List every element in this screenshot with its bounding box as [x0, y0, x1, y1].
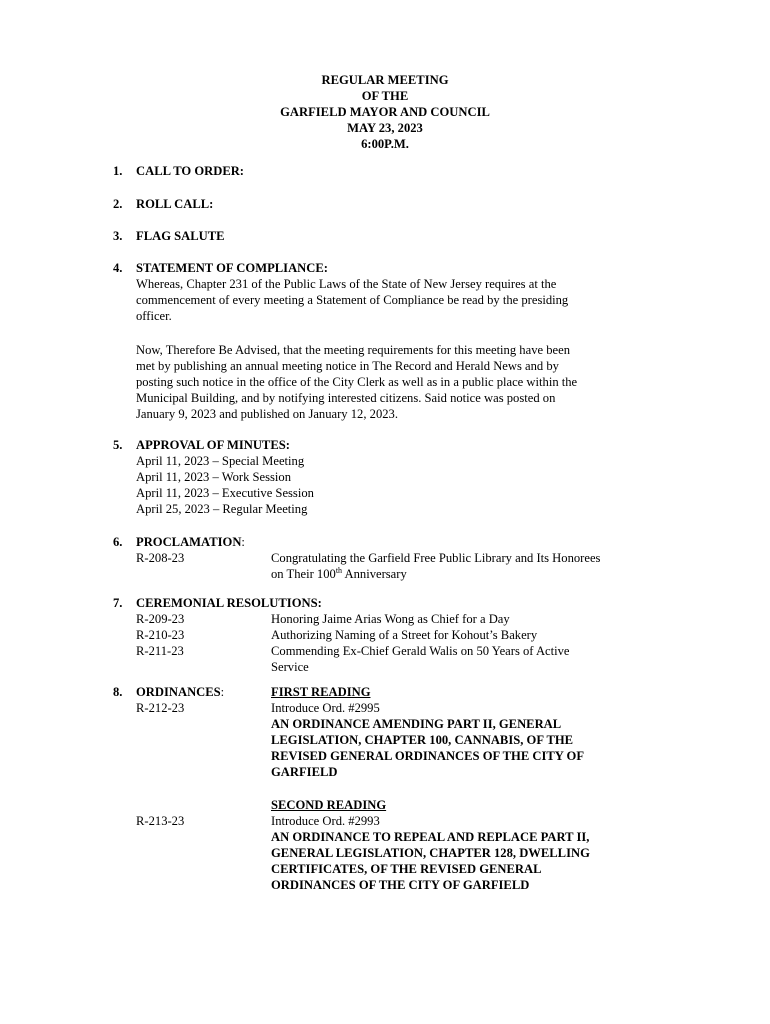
resolution-code: R-212-23	[136, 701, 185, 715]
item-number: 8.	[113, 685, 123, 699]
item-title-text: PROCLAMATION	[136, 535, 242, 549]
item-title-colon: :	[241, 535, 245, 549]
second-reading-block	[271, 797, 671, 893]
text-line: Municipal Building, and by notifying interested citizens. Said notice was posted on	[136, 391, 556, 405]
item-title-text: ORDINANCES	[136, 685, 221, 699]
first-reading-block	[271, 684, 671, 780]
item-title: CEREMONIAL RESOLUTIONS:	[136, 596, 322, 610]
text-line: Honoring Jaime Arias Wong as Chief for a Day	[271, 612, 510, 626]
text-line: officer.	[136, 309, 172, 323]
item-number: 5.	[113, 438, 123, 452]
item-title	[136, 684, 224, 700]
item-title: ROLL CALL:	[136, 197, 214, 211]
item-title-colon: :	[220, 685, 225, 699]
minutes-list	[136, 453, 666, 517]
text-line: Now, Therefore Be Advised, that the meeting requirements for this meeting have been	[136, 343, 570, 357]
resolution-description	[271, 627, 671, 643]
text-line: Authorizing Naming of a Street for Kohout’s Bakery	[271, 628, 538, 642]
ordinance-intro: Introduce Ord. #2995	[271, 701, 380, 715]
header-time: 6:00P.M.	[361, 137, 409, 151]
list-item: April 11, 2023 – Executive Session	[136, 486, 314, 500]
item-title: CALL TO ORDER:	[136, 164, 245, 178]
item-number: 7.	[113, 596, 123, 610]
ordinance-intro: Introduce Ord. #2993	[271, 814, 380, 828]
compliance-paragraph-2	[136, 342, 666, 422]
text-line: Congratulating the Garfield Free Public Library and Its Honorees	[271, 551, 601, 565]
item-number: 3.	[113, 229, 123, 243]
resolution-code: R-211-23	[136, 644, 184, 658]
agenda-header	[0, 72, 770, 152]
text-line: commencement of every meeting a Statement of Compliance be read by the presiding	[136, 293, 569, 307]
resolution-code: R-213-23	[136, 814, 185, 828]
second-reading-heading: SECOND READING	[271, 798, 387, 812]
header-line: OF THE	[361, 89, 409, 103]
list-item: April 11, 2023 – Special Meeting	[136, 454, 305, 468]
text-line: met by publishing an annual meeting notice in The Record and Herald News and by	[136, 359, 559, 373]
text-line: on Their 100th Anniversary	[271, 565, 407, 581]
item-title: FLAG SALUTE	[136, 229, 225, 243]
ordinance-title-line: LEGISLATION, CHAPTER 100, CANNABIS, OF THE	[271, 733, 574, 747]
text-line: January 9, 2023 and published on January 12, 2023.	[136, 407, 398, 421]
text-line: Whereas, Chapter 231 of the Public Laws of the State of New Jersey requires at the	[136, 277, 557, 291]
resolution-description	[271, 643, 671, 675]
item-number: 2.	[113, 197, 123, 211]
header-date: MAY 23, 2023	[347, 121, 423, 135]
resolution-description	[271, 611, 671, 627]
item-title: STATEMENT OF COMPLIANCE:	[136, 261, 328, 275]
ordinance-title-line: AN ORDINANCE TO REPEAL AND REPLACE PART II,	[271, 830, 590, 844]
ordinance-title-line: ORDINANCES OF THE CITY OF GARFIELD	[271, 878, 530, 892]
item-number: 4.	[113, 261, 123, 275]
ordinance-title-line: GENERAL LEGISLATION, CHAPTER 128, DWELLING	[271, 846, 590, 860]
resolution-code: R-209-23	[136, 612, 185, 626]
header-line: GARFIELD MAYOR AND COUNCIL	[280, 105, 490, 119]
text-line: Commending Ex-Chief Gerald Walis on 50 Years of Active	[271, 644, 570, 658]
item-number: 1.	[113, 164, 123, 178]
resolution-code: R-208-23	[136, 551, 185, 565]
ordinance-title-line: GARFIELD	[271, 765, 338, 779]
item-number: 6.	[113, 535, 123, 549]
item-title: APPROVAL OF MINUTES:	[136, 438, 290, 452]
ordinance-title-line: AN ORDINANCE AMENDING PART II, GENERAL	[271, 717, 562, 731]
header-line: REGULAR MEETING	[321, 73, 449, 87]
ordinance-title-line: REVISED GENERAL ORDINANCES OF THE CITY OF	[271, 749, 585, 763]
item-title	[136, 534, 245, 550]
text-line: Service	[271, 660, 309, 674]
ordinance-title-line: CERTIFICATES, OF THE REVISED GENERAL	[271, 862, 542, 876]
compliance-paragraph-1	[136, 276, 666, 324]
resolution-code: R-210-23	[136, 628, 185, 642]
list-item: April 25, 2023 – Regular Meeting	[136, 502, 308, 516]
first-reading-heading: FIRST READING	[271, 685, 371, 699]
text-line: posting such notice in the office of the City Clerk as well as in a public place within the	[136, 375, 578, 389]
list-item: April 11, 2023 – Work Session	[136, 470, 292, 484]
resolution-description	[271, 550, 671, 582]
